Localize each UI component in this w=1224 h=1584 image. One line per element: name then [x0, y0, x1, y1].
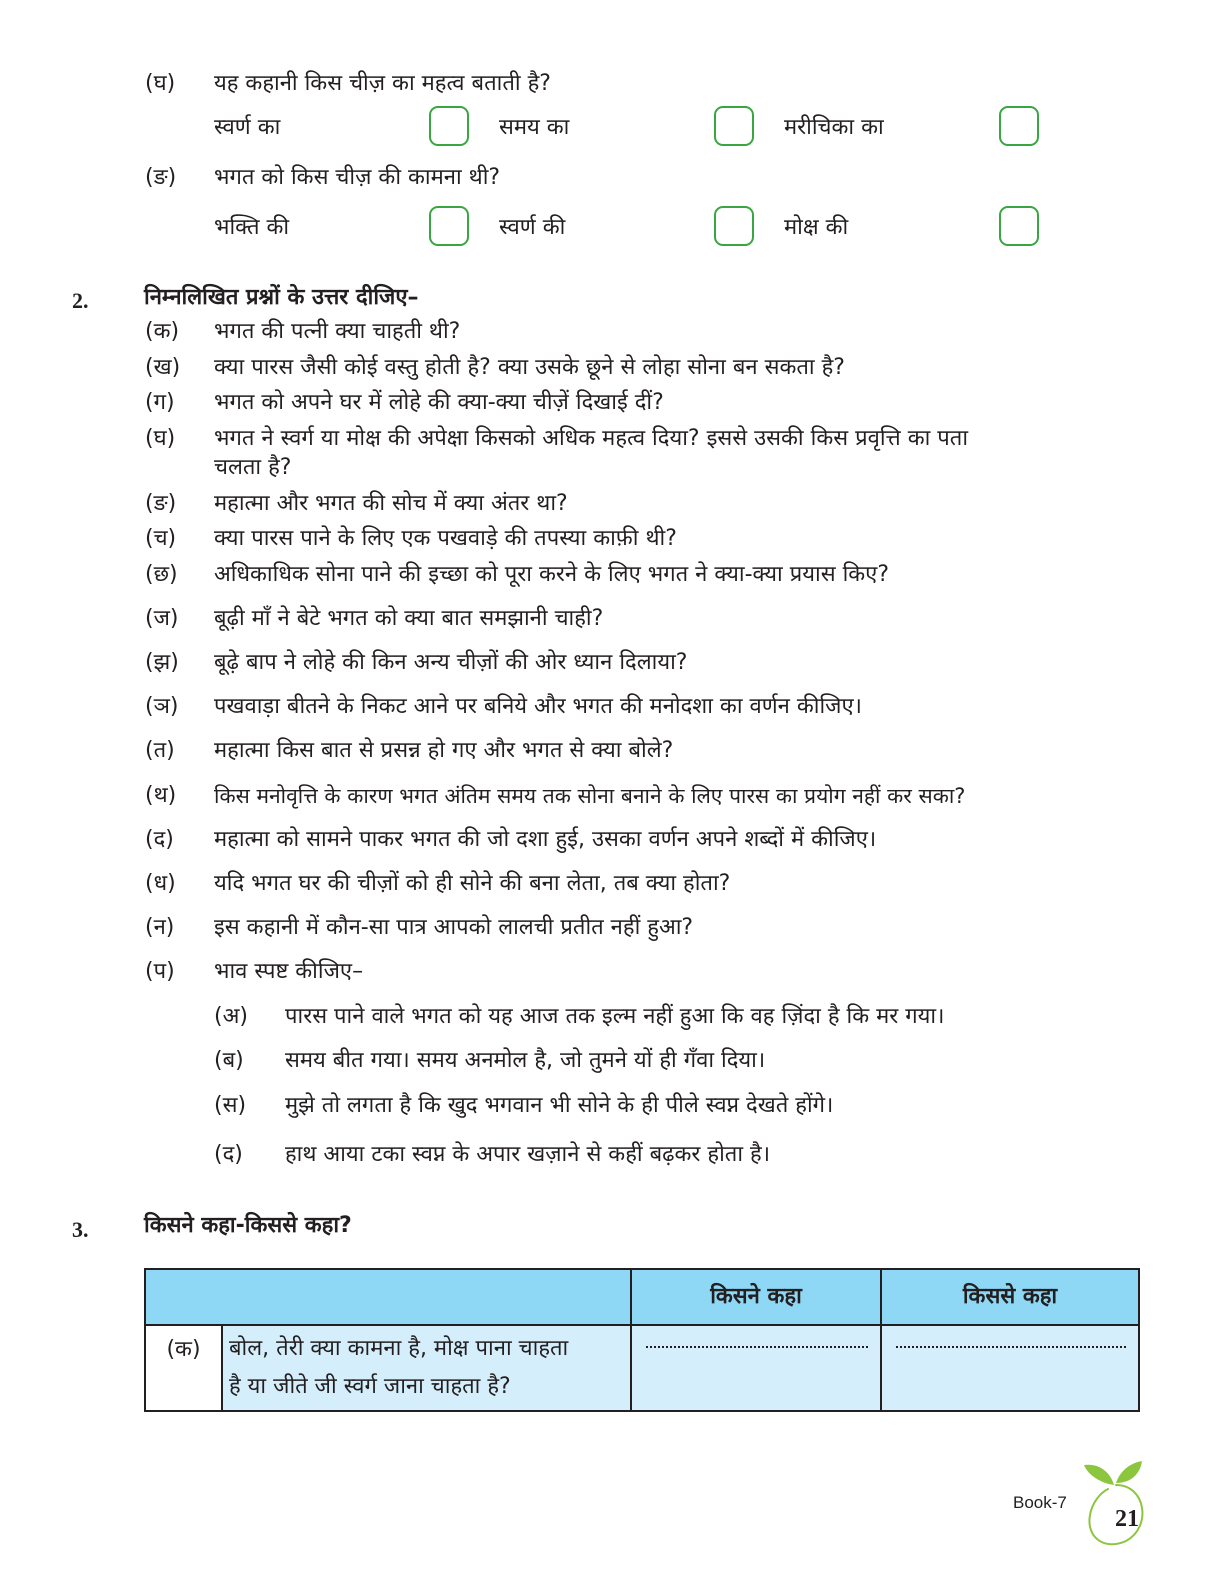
question-text: किस मनोवृत्ति के कारण भगत अंतिम समय तक सोना बनाने के लिए पारस का प्रयोग नहीं कर सका?: [214, 784, 966, 808]
mcq-checkbox[interactable]: [714, 206, 754, 246]
table-header-row: [145, 1269, 1139, 1325]
question-text: क्या पारस पाने के लिए एक पखवाड़े की तपस्या काफ़ी थी?: [214, 526, 677, 551]
question-label: (ञ): [145, 694, 179, 719]
section-number: 3.: [72, 1217, 89, 1242]
question-text: भगत की पत्नी क्या चाहती थी?: [214, 319, 461, 344]
question-label: (ग): [145, 390, 175, 415]
table-row: [145, 1325, 1139, 1411]
question-label: (घ): [145, 426, 176, 451]
section-title: किसने कहा-किससे कहा?: [144, 1213, 352, 1238]
question-text: बूढ़े बाप ने लोहे की किन अन्य चीज़ों की ओर ध्यान दिलाया?: [214, 650, 688, 675]
section-number: 2.: [72, 288, 89, 313]
sub-item-text: समय बीत गया। समय अनमोल है, जो तुमने यों ही गँवा दिया।: [285, 1048, 766, 1073]
sub-item-label: (द): [214, 1142, 243, 1167]
mcq-question: भगत को किस चीज़ की कामना थी?: [214, 165, 501, 190]
question-text: महात्मा और भगत की सोच में क्या अंतर था?: [214, 491, 568, 516]
question-text: महात्मा को सामने पाकर भगत की जो दशा हुई, उसका वर्णन अपने शब्दों में कीजिए।: [214, 827, 877, 852]
table-header-to-whom: किससे कहा: [881, 1269, 1139, 1325]
section-title: निम्नलिखित प्रश्नों के उत्तर दीजिए–: [144, 285, 419, 310]
who-said-table: [144, 1268, 1140, 1412]
question-label: (झ): [145, 650, 179, 675]
sub-item-text: पारस पाने वाले भगत को यह आज तक इल्म नहीं हुआ कि वह ज़िंदा है कि मर गया।: [285, 1004, 945, 1029]
mcq-option-label: मोक्ष की: [784, 215, 849, 240]
question-label: (प): [145, 959, 175, 984]
question-text: भगत को अपने घर में लोहे की क्या-क्या चीज़ें दिखाई दीं?: [214, 390, 664, 415]
page-number-badge: [1070, 1455, 1160, 1555]
question-label: (च): [145, 526, 177, 551]
question-text: यदि भगत घर की चीज़ों को ही सोने की बना लेता, तब क्या होता?: [214, 871, 731, 896]
mcq-option-label: स्वर्ण की: [499, 215, 566, 240]
table-header-blank: [145, 1269, 631, 1325]
table-quote-line: है या जीते जी स्वर्ग जाना चाहता है?: [229, 1374, 511, 1399]
question-text: महात्मा किस बात से प्रसन्न हो गए और भगत से क्या बोले?: [214, 738, 674, 763]
sub-item-label: (स): [214, 1093, 247, 1118]
page-number: 21: [1115, 1506, 1139, 1532]
sub-item-label: (ब): [214, 1048, 244, 1073]
question-text: भगत ने स्वर्ग या मोक्ष की अपेक्षा किसको अधिक महत्व दिया? इससे उसकी किस प्रवृत्ति का पता: [214, 426, 969, 451]
question-text: इस कहानी में कौन-सा पात्र आपको लालची प्रतीत नहीं हुआ?: [214, 915, 694, 940]
mcq-label: (घ): [145, 71, 176, 96]
question-text: बूढ़ी माँ ने बेटे भगत को क्या बात समझानी चाही?: [214, 606, 604, 631]
question-label: (छ): [145, 562, 178, 587]
question-text: भाव स्पष्ट कीजिए–: [214, 959, 364, 984]
mcq-checkbox[interactable]: [429, 106, 469, 146]
mcq-label: (ङ): [145, 165, 177, 190]
table-header-who-said: किसने कहा: [631, 1269, 881, 1325]
leaf-icon: [1116, 1461, 1142, 1483]
sub-item-text: मुझे तो लगता है कि खुद भगवान भी सोने के ही पीले स्वप्न देखते होंगे।: [285, 1093, 834, 1118]
question-label: (क): [145, 319, 180, 344]
sub-item-text: हाथ आया टका स्वप्न के अपार खज़ाने से कहीं बढ़कर होता है।: [285, 1142, 771, 1167]
mcq-checkbox[interactable]: [999, 206, 1039, 246]
leaf-icon: [1084, 1465, 1114, 1485]
table-quote-cell: [222, 1325, 631, 1411]
question-text: क्या पारस जैसी कोई वस्तु होती है? क्या उसके छूने से लोहा सोना बन सकता है?: [214, 355, 845, 380]
question-label: (थ): [145, 783, 177, 808]
question-label: (ज): [145, 606, 179, 631]
mcq-option-label: समय का: [499, 115, 570, 140]
question-label: (न): [145, 915, 175, 940]
question-label: (ङ): [145, 491, 177, 516]
answer-dotted-line: [646, 1334, 868, 1348]
book-label: Book-7: [1013, 1493, 1067, 1512]
question-label: (ध): [145, 871, 176, 896]
mcq-option-label: भक्ति की: [214, 215, 290, 240]
table-quote-line: बोल, तेरी क्या कामना है, मोक्ष पाना चाहता: [229, 1336, 569, 1361]
question-label: (त): [145, 738, 175, 763]
question-text: पखवाड़ा बीतने के निकट आने पर बनिये और भगत की मनोदशा का वर्णन कीजिए।: [214, 694, 862, 719]
table-row-label: (क): [145, 1325, 222, 1411]
question-label: (ख): [145, 355, 181, 380]
mcq-checkbox[interactable]: [999, 106, 1039, 146]
mcq-option-label: स्वर्ण का: [214, 115, 281, 140]
answer-cell-to-whom[interactable]: [881, 1325, 1139, 1411]
question-text: अधिकाधिक सोना पाने की इच्छा को पूरा करने के लिए भगत ने क्या-क्या प्रयास किए?: [214, 562, 890, 587]
question-text-continued: चलता है?: [214, 455, 292, 480]
sub-item-label: (अ): [214, 1004, 248, 1029]
mcq-question: यह कहानी किस चीज़ का महत्व बताती है?: [214, 71, 551, 96]
mcq-checkbox[interactable]: [714, 106, 754, 146]
question-label: (द): [145, 827, 174, 852]
answer-cell-who-said[interactable]: [631, 1325, 881, 1411]
mcq-checkbox[interactable]: [429, 206, 469, 246]
mcq-option-label: मरीचिका का: [784, 115, 884, 140]
answer-dotted-line: [896, 1334, 1126, 1348]
